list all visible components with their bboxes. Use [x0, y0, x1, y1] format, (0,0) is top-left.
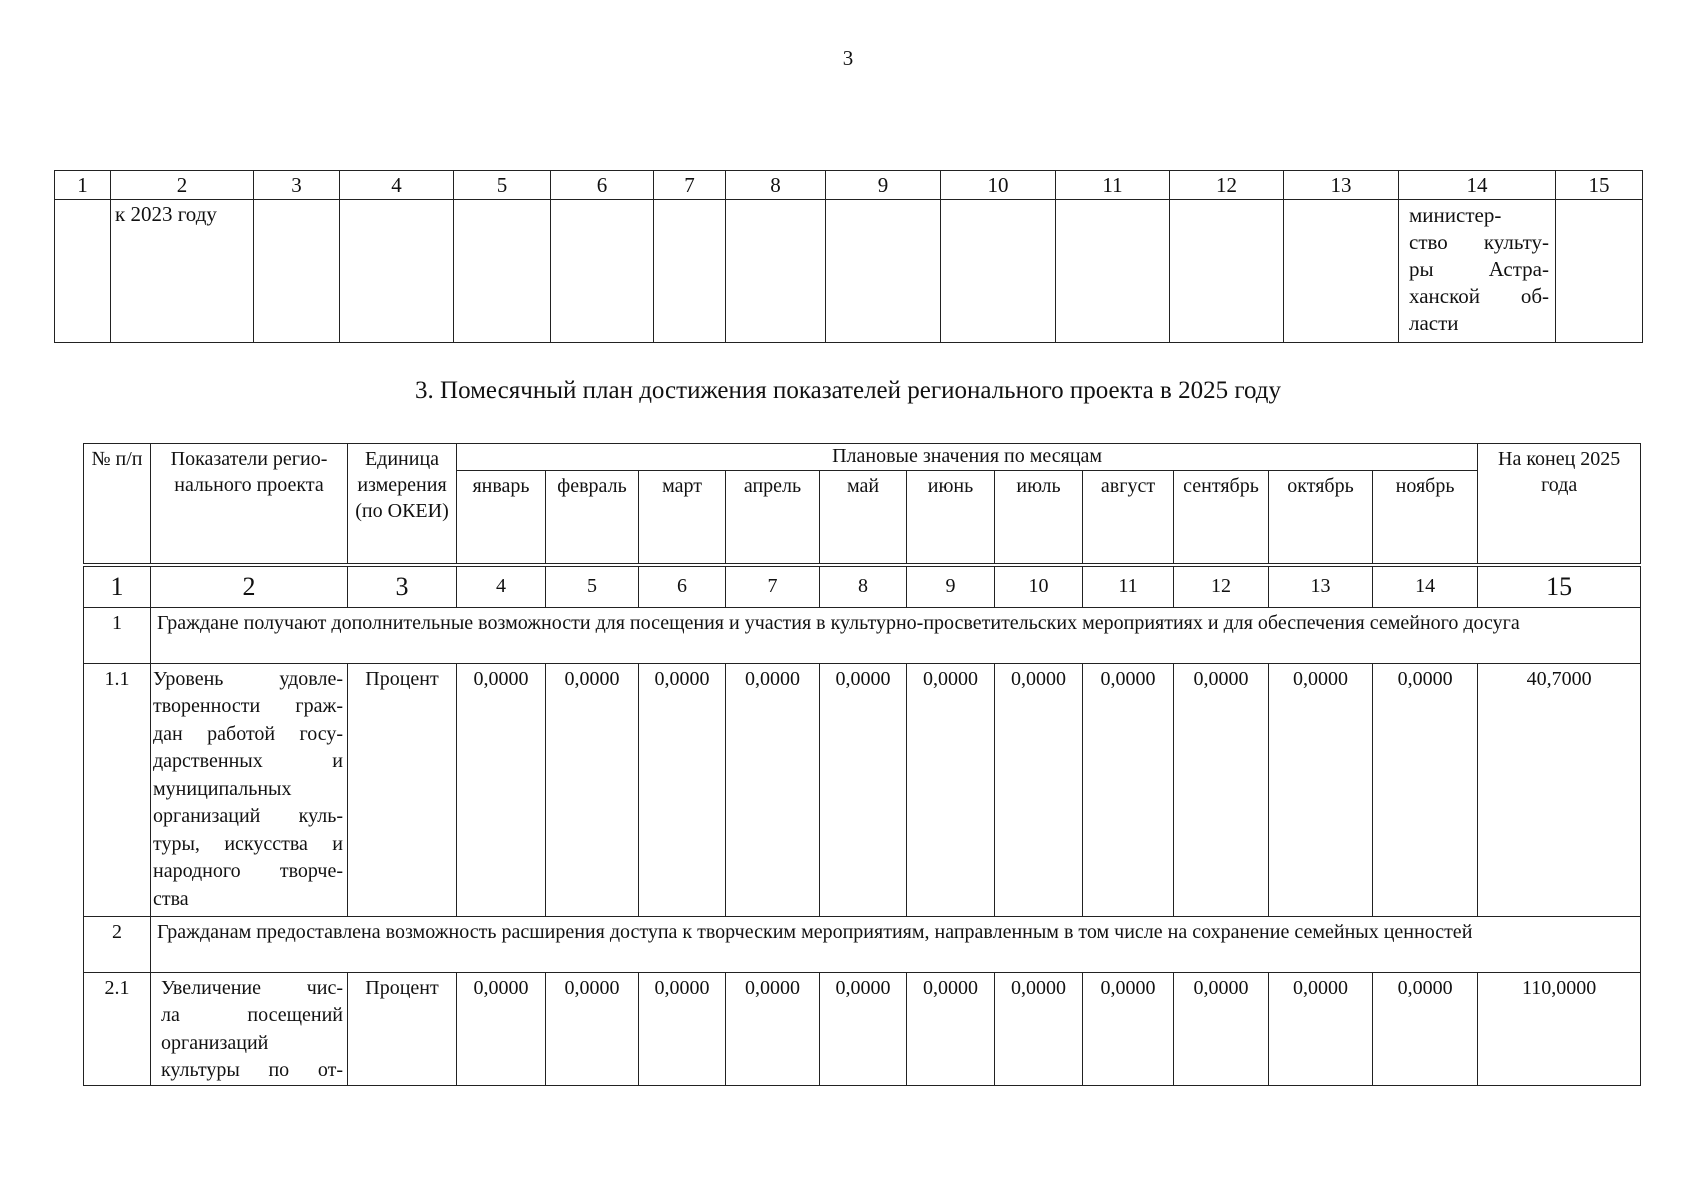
column-number: 6	[551, 171, 654, 200]
value-august: 0,0000	[1083, 972, 1174, 1085]
unit-cell: Процент	[348, 972, 457, 1085]
value-april: 0,0000	[726, 972, 820, 1085]
column-number: 1	[84, 565, 151, 608]
header-end-of-year: На конец 2025 года	[1478, 444, 1641, 565]
table-cell	[941, 200, 1056, 343]
table-cell	[55, 200, 111, 343]
text-line: организаций куль-	[153, 805, 343, 827]
column-number: 2	[111, 171, 254, 200]
value-october: 0,0000	[1269, 972, 1373, 1085]
month-header: сентябрь	[1174, 471, 1269, 565]
text-line: ласти	[1409, 311, 1459, 335]
month-header: май	[820, 471, 907, 565]
column-number: 7	[726, 565, 820, 608]
column-number: 11	[1056, 171, 1170, 200]
section-row	[84, 916, 1641, 972]
value-end-of-year: 110,0000	[1478, 972, 1641, 1085]
table-cell	[1170, 200, 1284, 343]
table-cell	[340, 200, 454, 343]
value-january: 0,0000	[457, 972, 546, 1085]
month-header: апрель	[726, 471, 820, 565]
responsible-cell	[1399, 200, 1556, 343]
column-number: 14	[1373, 565, 1478, 608]
value-september: 0,0000	[1174, 663, 1269, 916]
value-may: 0,0000	[820, 972, 907, 1085]
column-number: 15	[1556, 171, 1643, 200]
column-number: 3	[348, 565, 457, 608]
header-plan-group: Плановые значения по месяцам	[457, 444, 1478, 471]
text-line: ханской об-	[1409, 284, 1549, 308]
indicator-row	[84, 663, 1641, 916]
value-end-of-year: 40,7000	[1478, 663, 1641, 916]
section-title-cell: Граждане получают дополнительные возможности для посещения и участия в культурно-просветительских мероприятиях и для обеспечения семейного досуга	[151, 607, 1641, 663]
text-line: ства	[153, 887, 189, 910]
header-row	[84, 444, 1641, 471]
column-number: 2	[151, 565, 348, 608]
value-july: 0,0000	[995, 663, 1083, 916]
column-number: 4	[457, 565, 546, 608]
text-line: народного творче-	[153, 860, 343, 882]
indicator-name	[151, 972, 348, 1085]
value-march: 0,0000	[639, 972, 726, 1085]
indicator-row	[84, 972, 1641, 1085]
header-indicators: Показатели регио- нального проекта	[151, 444, 348, 565]
month-header: ноябрь	[1373, 471, 1478, 565]
month-header: август	[1083, 471, 1174, 565]
column-number: 8	[726, 171, 826, 200]
table-cell	[1556, 200, 1643, 343]
column-number: 4	[340, 171, 454, 200]
text-line: ство культу-	[1409, 230, 1549, 254]
continuation-header-row	[55, 171, 1643, 200]
value-january: 0,0000	[457, 663, 546, 916]
text-line: организаций	[161, 1031, 269, 1054]
column-number: 6	[639, 565, 726, 608]
section-number: 2	[84, 916, 151, 972]
value-august: 0,0000	[1083, 663, 1174, 916]
value-october: 0,0000	[1269, 663, 1373, 916]
column-number: 5	[546, 565, 639, 608]
text-line: дан работой госу-	[153, 722, 343, 745]
value-june: 0,0000	[907, 663, 995, 916]
value-april: 0,0000	[726, 663, 820, 916]
column-number: 14	[1399, 171, 1556, 200]
value-november: 0,0000	[1373, 972, 1478, 1085]
column-number: 13	[1269, 565, 1373, 608]
text-line: творенности граж-	[153, 695, 343, 717]
column-number: 12	[1170, 171, 1284, 200]
month-header: февраль	[546, 471, 639, 565]
column-number: 11	[1083, 565, 1174, 608]
column-number: 8	[820, 565, 907, 608]
table-cell	[1056, 200, 1170, 343]
month-header: июль	[995, 471, 1083, 565]
column-numbers-row	[84, 565, 1641, 608]
value-november: 0,0000	[1373, 663, 1478, 916]
header-num: № п/п	[84, 444, 151, 565]
continuation-body-row	[55, 200, 1643, 343]
row-number: 1.1	[84, 663, 151, 916]
text-line: Увеличение чис-	[161, 976, 343, 999]
table-cell	[826, 200, 941, 343]
value-may: 0,0000	[820, 663, 907, 916]
column-number: 9	[826, 171, 941, 200]
column-number: 15	[1478, 565, 1641, 608]
text-line: министер-	[1409, 203, 1502, 227]
deadline-cell: к 2023 году	[111, 200, 254, 343]
value-february: 0,0000	[546, 663, 639, 916]
row-number: 2.1	[84, 972, 151, 1085]
column-number: 10	[941, 171, 1056, 200]
monthly-plan-table	[83, 443, 1641, 1086]
text-line: муниципальных	[153, 777, 292, 800]
column-number: 5	[454, 171, 551, 200]
table-cell	[654, 200, 726, 343]
header-unit: Единица измерения (по ОКЕИ)	[348, 444, 457, 565]
table-cell	[454, 200, 551, 343]
text-line: культуры по от-	[161, 1059, 343, 1081]
month-header: июнь	[907, 471, 995, 565]
column-number: 10	[995, 565, 1083, 608]
column-number: 3	[254, 171, 340, 200]
page-number: 3	[842, 46, 854, 70]
text-line: дарственных и	[153, 750, 343, 772]
month-header: март	[639, 471, 726, 565]
table-cell	[1284, 200, 1399, 343]
column-number: 1	[55, 171, 111, 200]
column-number: 9	[907, 565, 995, 608]
indicator-name	[151, 663, 348, 916]
text-line: ла посещений	[161, 1004, 343, 1026]
unit-cell: Процент	[348, 663, 457, 916]
column-number: 13	[1284, 171, 1399, 200]
table-cell	[726, 200, 826, 343]
value-march: 0,0000	[639, 663, 726, 916]
value-july: 0,0000	[995, 972, 1083, 1085]
month-header: октябрь	[1269, 471, 1373, 565]
continuation-table	[54, 170, 1643, 343]
table-cell	[551, 200, 654, 343]
value-february: 0,0000	[546, 972, 639, 1085]
value-june: 0,0000	[907, 972, 995, 1085]
month-header: январь	[457, 471, 546, 565]
section-row	[84, 607, 1641, 663]
section-title: 3. Помесячный план достижения показателей регионального проекта в 2025 году	[415, 377, 1281, 404]
table-cell	[254, 200, 340, 343]
text-line: туры, искусства и	[153, 832, 343, 855]
section-title-cell: Гражданам предоставлена возможность расширения доступа к творческим мероприятиям, направленным в том числе на сохранение семейных ценностей	[151, 916, 1641, 972]
text-line: ры Астра-	[1409, 257, 1549, 281]
text-line: Уровень удовле-	[153, 667, 343, 690]
value-september: 0,0000	[1174, 972, 1269, 1085]
column-number: 7	[654, 171, 726, 200]
section-number: 1	[84, 607, 151, 663]
column-number: 12	[1174, 565, 1269, 608]
